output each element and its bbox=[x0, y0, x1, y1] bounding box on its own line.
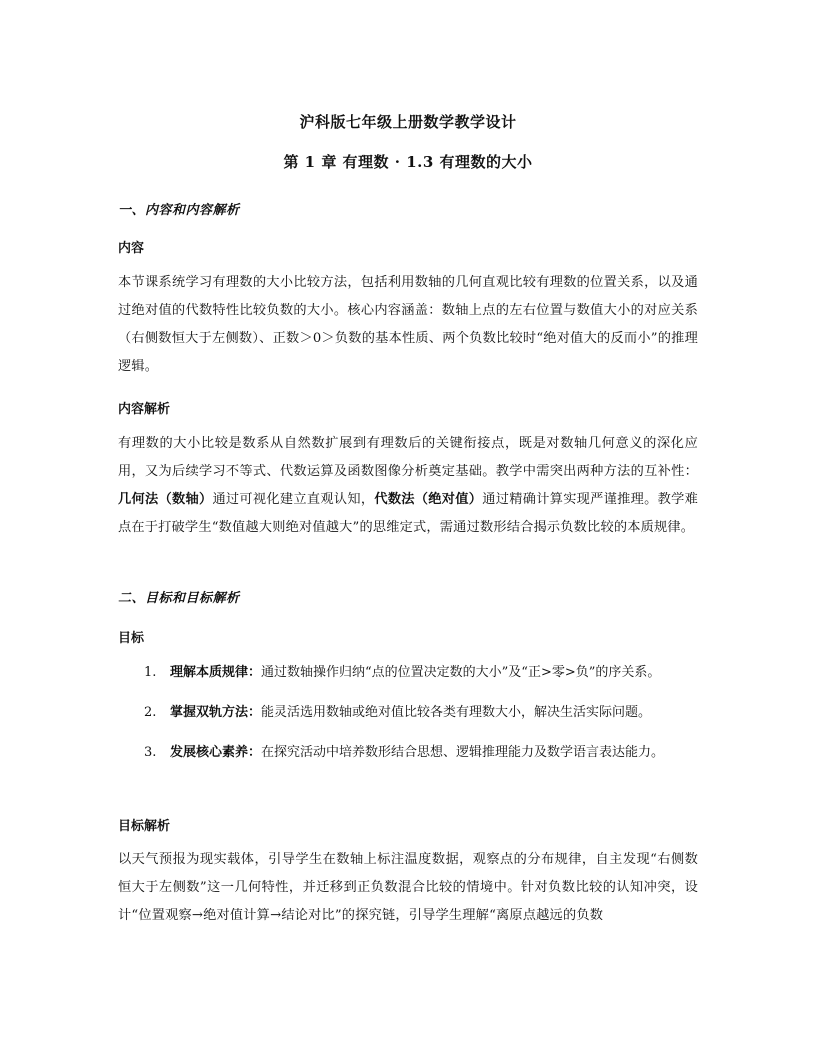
goals-analysis-label: 目标解析 bbox=[118, 819, 171, 834]
goals-list bbox=[118, 659, 698, 779]
geometric-method-term: 几何法（数轴） bbox=[118, 492, 213, 507]
content-analysis-paragraph: 有理数的大小比较是数系从自然数扩展到有理数后的关键衔接点，既是对数轴几何意义的深化应用，又为后续学习不等式、代数运算及函数图像分析奠定基础。教学中需突出两种方法的互补性：几何法（数轴）通过可视化建立直观认知，代数法（绝对值）通过精确计算实现严谨推理。教学难点在于打破学生“数值越大则绝对值越大”的思维定式，需通过数形结合揭示负数比较的本质规律。 bbox=[118, 436, 698, 535]
content-paragraph: 本节课系统学习有理数的大小比较方法，包括利用数轴的几何直观比较有理数的位置关系，以及通过绝对值的代数特性比较负数的大小。核心内容涵盖：数轴上点的左右位置与数值大小的对应关系（右侧数恒大于左侧数）、正数＞0＞负数的基本性质、两个负数比较时“绝对值大的反而小”的推理逻辑。 bbox=[118, 275, 698, 374]
algebraic-method-term: 代数法（绝对值） bbox=[374, 492, 483, 507]
section-heading-goals: 二、目标和目标解析 bbox=[118, 591, 240, 606]
goals-label: 目标 bbox=[118, 631, 145, 646]
goal-item: 3. 发展核心素养：在探究活动中培养数形结合思想、逻辑推理能力及数学语言表达能力。 bbox=[144, 745, 665, 760]
content-analysis-label: 内容解析 bbox=[118, 402, 171, 417]
goal-item: 2. 掌握双轨方法：能灵活选用数轴或绝对值比较各类有理数大小，解决生活实际问题。 bbox=[144, 705, 652, 720]
document-title: 沪科版七年级上册数学教学设计 bbox=[299, 113, 517, 131]
content-label: 内容 bbox=[118, 241, 145, 256]
document-subtitle: 第 1 章 有理数 · 1.3 有理数的大小 bbox=[283, 153, 533, 171]
goals-analysis-paragraph: 以天气预报为现实载体，引导学生在数轴上标注温度数据，观察点的分布规律，自主发现“右侧数恒大于左侧数”这一几何特性，并迁移到正负数混合比较的情境中。针对负数比较的认知冲突，设计“位置观察→绝对值计算→结论对比”的探究链，引导学生理解“离原点越远的负数 bbox=[118, 852, 698, 923]
goal-item: 1. 理解本质规律：通过数轴操作归纳“点的位置决定数的大小”及“正>零>负”的序关系。 bbox=[144, 665, 661, 680]
section-heading-content: 一、内容和内容解析 bbox=[118, 203, 240, 218]
